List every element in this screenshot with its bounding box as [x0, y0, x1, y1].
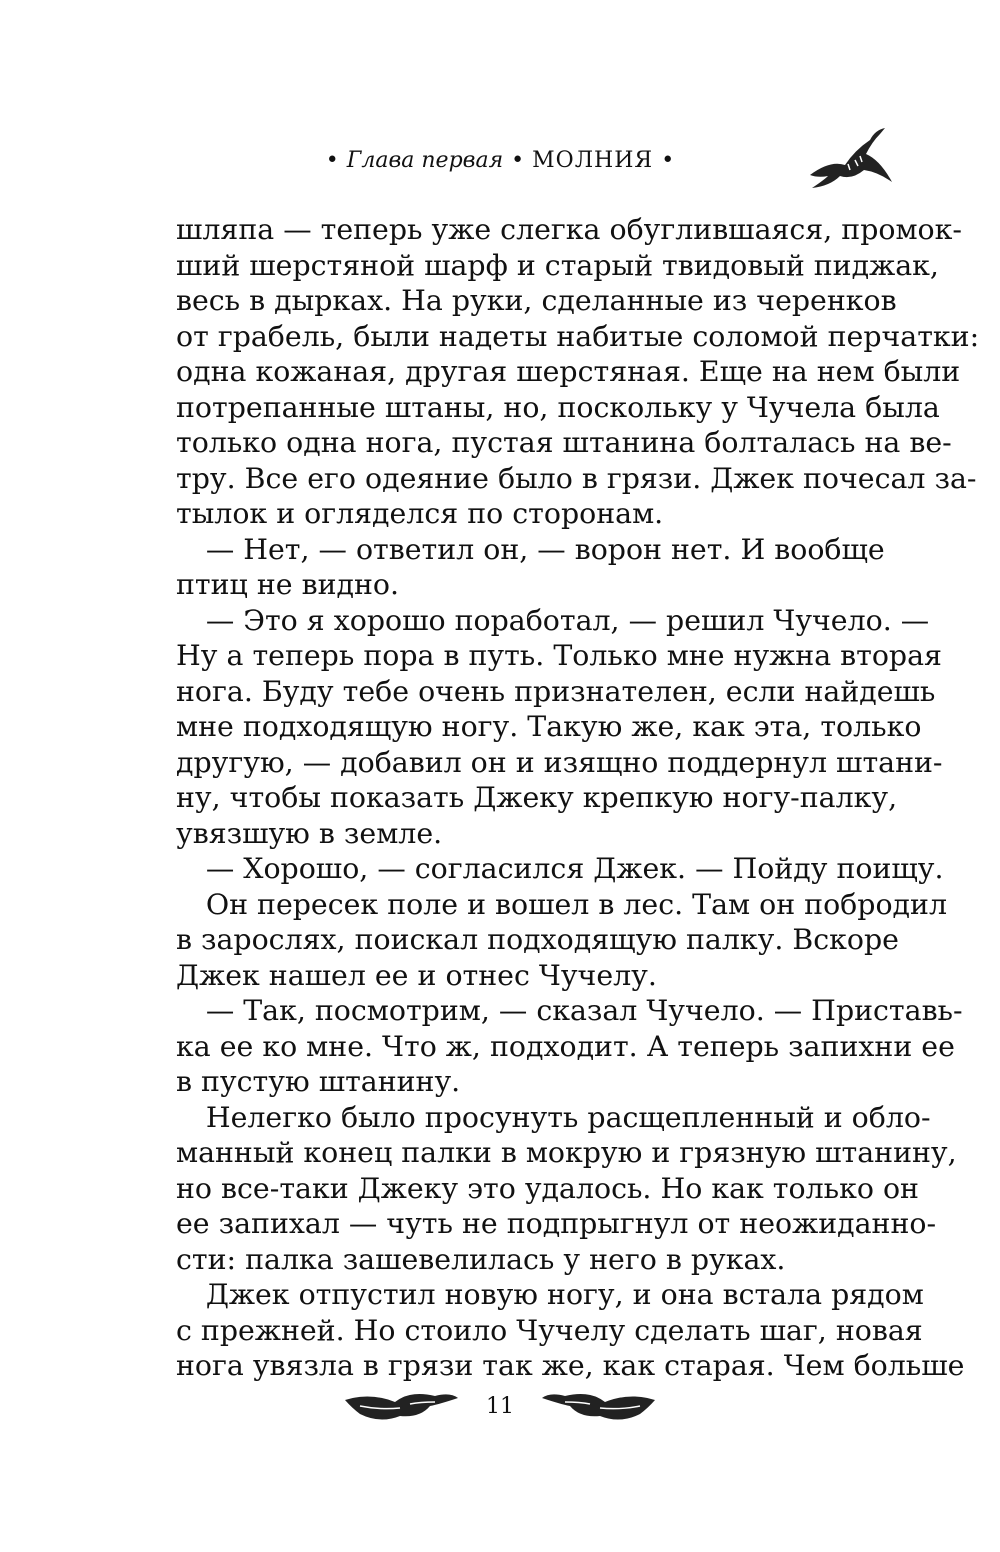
text-line: только одна нога, пустая штанина болталась на ве-: [176, 426, 952, 459]
text-line: Ну а теперь пора в путь. Только мне нужна вторая: [176, 639, 942, 672]
text-line: тылок и огляделся по сторонам.: [176, 497, 664, 530]
text-line: одна кожаная, другая шерстяная. Еще на нем были: [176, 355, 961, 388]
text-line: Нелегко было просунуть расщепленный и обло-: [205, 1100, 931, 1134]
text-line: другую, — добавил он и изящно поддернул штани-: [176, 745, 943, 779]
text-line: от грабель, были надеты набитые соломой перчатки:: [176, 319, 980, 353]
page-footer: [340, 1380, 660, 1440]
text-line: в пустую штанину.: [176, 1065, 461, 1098]
body-text: [176, 212, 980, 1384]
text-line: ее запихал — чуть не подпрыгнул от неожиданно-: [176, 1207, 937, 1240]
text-line: Джек нашел ее и отнес Чучелу.: [176, 958, 657, 992]
text-line: весь в дырках. На руки, сделанные из черенков: [176, 284, 897, 317]
text-line: ка ее ко мне. Что ж, подходит. А теперь запихни ее: [176, 1029, 955, 1063]
chapter-part: Глава первая: [346, 148, 504, 173]
page-number: 11: [486, 1394, 514, 1419]
text-line: манный конец палки в мокрую и грязную штанину,: [176, 1136, 957, 1169]
text-line: нога. Буду тебе очень признателен, если найдешь: [176, 674, 936, 708]
text-line: птиц не видно.: [176, 568, 400, 601]
text-line: Он пересек поле и вошел в лес. Там он побродил: [205, 887, 947, 921]
text-line: — Так, посмотрим, — сказал Чучело. — Приставь-: [205, 994, 963, 1027]
text-line: ну, чтобы показать Джеку крепкую ногу-палку,: [176, 781, 898, 814]
text-line: мне подходящую ногу. Такую же, как эта, только: [176, 710, 922, 743]
text-line: ший шерстяной шарф и старый твидовый пиджак,: [176, 248, 939, 282]
text-line: нога увязла в грязи так же, как старая. Чем больше: [176, 1349, 965, 1382]
text-line: Джек отпустил новую ногу, и она встала рядом: [205, 1278, 924, 1311]
text-line: увязшую в земле.: [176, 816, 443, 850]
text-line: с прежней. Но стоило Чучелу сделать шаг, новая: [176, 1313, 923, 1347]
text-line: — Хорошо, — согласился Джек. — Пойду поищу.: [205, 852, 944, 885]
text-line: но все-таки Джеку это удалось. Но как только он: [176, 1171, 919, 1205]
text-line: шляпа — теперь уже слегка обуглившаяся, промок-: [176, 213, 962, 246]
text-line: — Это я хорошо поработал, — решил Чучело. —: [205, 603, 930, 637]
header-bullet: •: [511, 148, 525, 173]
text-line: в зарослях, поискал подходящую палку. Вскоре: [176, 923, 899, 956]
header-bullet: •: [661, 148, 675, 173]
flying-bird-icon: [800, 120, 900, 200]
chapter-title: МОЛНИЯ: [532, 148, 654, 173]
text-line: — Нет, — ответил он, — ворон нет. И вообще: [205, 532, 885, 566]
text-line: сти: палка зашевелилась у него в руках.: [176, 1242, 786, 1276]
header-bullet: •: [325, 148, 339, 173]
birds-ornament-icon: [540, 1380, 660, 1430]
text-line: тру. Все его одеяние было в грязи. Джек почесал за-: [176, 461, 977, 495]
text-line: потрепанные штаны, но, поскольку у Чучела была: [176, 390, 940, 424]
